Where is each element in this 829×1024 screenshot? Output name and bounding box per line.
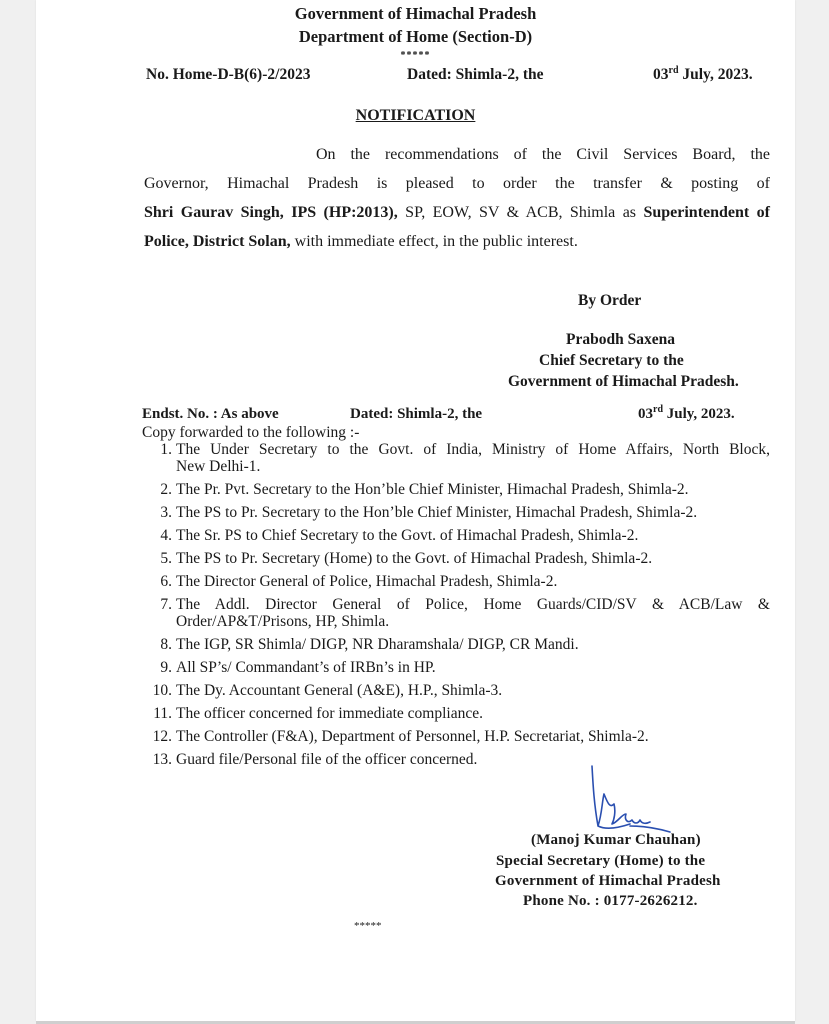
body-line-1: On the recommendations of the Civil Services Board, the [316,146,770,163]
reference-dated: Dated: Shimla-2, the [407,66,544,83]
by-order: By Order [578,292,642,309]
footer-separator: ***** [354,920,382,932]
endorser-designation-1: Special Secretary (Home) to the [496,853,706,869]
endorsement-date: 03rd July, 2023. [638,404,735,422]
header-separator: ***** [400,50,431,61]
reference-number: No. Home-D-B(6)-2/2023 [146,66,311,83]
recipient-list [144,441,770,774]
list-item: 8. The IGP, SR Shimla/ DIGP, NR Dharamshala/ DIGP, CR Mandi. [160,636,579,653]
endorsement-dated: Dated: Shimla-2, the [350,406,483,422]
endorser-designation-2: Government of Himachal Pradesh [495,873,721,889]
list-item: 5. The PS to Pr. Secretary (Home) to the Govt. of Himachal Pradesh, Shimla-2. [160,550,653,567]
copy-forwarded-label: Copy forwarded to the following :- [142,424,360,441]
document-page [36,0,795,1021]
body-line-2: Governor, Himachal Pradesh is pleased to order the transfer & posting of [144,175,770,192]
list-item: 4. The Sr. PS to Chief Secretary to the Govt. of Himachal Pradesh, Shimla-2. [160,527,639,544]
endorser-name: (Manoj Kumar Chauhan) [531,832,701,848]
list-item: 1. The Under Secretary to the Govt. of India, Ministry of Home Affairs, North Block, New Delhi-1. [160,441,770,475]
list-item: 6. The Director General of Police, Himachal Pradesh, Shimla-2. [160,573,558,590]
list-item: 11. The officer concerned for immediate compliance. [153,705,483,722]
signatory-name: Prabodh Saxena [566,331,675,348]
endorsement-number: Endst. No. : As above [142,406,279,422]
signatory-designation-2: Government of Himachal Pradesh. [508,373,739,390]
list-item: 9. All SP’s/ Commandant’s of IRBn’s in HP. [160,659,436,676]
list-item: 3. The PS to Pr. Secretary to the Hon’ble Chief Minister, Himachal Pradesh, Shimla-2. [160,504,698,521]
list-item: 7. The Addl. Director General of Police, Home Guards/CID/SV & ACB/Law & Order/AP&T/Prisons, HP, Shimla. [160,596,770,630]
list-item: 2. The Pr. Pvt. Secretary to the Hon’ble Chief Minister, Himachal Pradesh, Shimla-2. [160,481,689,498]
list-item: 10. The Dy. Accountant General (A&E), H.P., Shimla-3. [152,682,503,699]
header-government: Government of Himachal Pradesh [294,4,537,23]
list-item: 13. Guard file/Personal file of the officer concerned. [152,751,478,768]
body-line-4: Police, District Solan, with immediate effect, in the public interest. [144,233,578,250]
handwritten-signature [584,764,674,836]
endorser-phone: Phone No. : 0177-2626212. [523,893,698,909]
signatory-designation-1: Chief Secretary to the [539,352,684,369]
notification-title: NOTIFICATION [355,107,476,124]
notification-body [144,140,770,256]
reference-date: 03rd July, 2023. [653,64,753,83]
header-department: Department of Home (Section-D) [298,27,533,46]
body-line-3: Shri Gaurav Singh, IPS (HP:2013), SP, EOW, SV & ACB, Shimla as Superintendent of [144,204,771,221]
list-item: 12. The Controller (F&A), Department of Personnel, H.P. Secretariat, Shimla-2. [152,728,649,745]
